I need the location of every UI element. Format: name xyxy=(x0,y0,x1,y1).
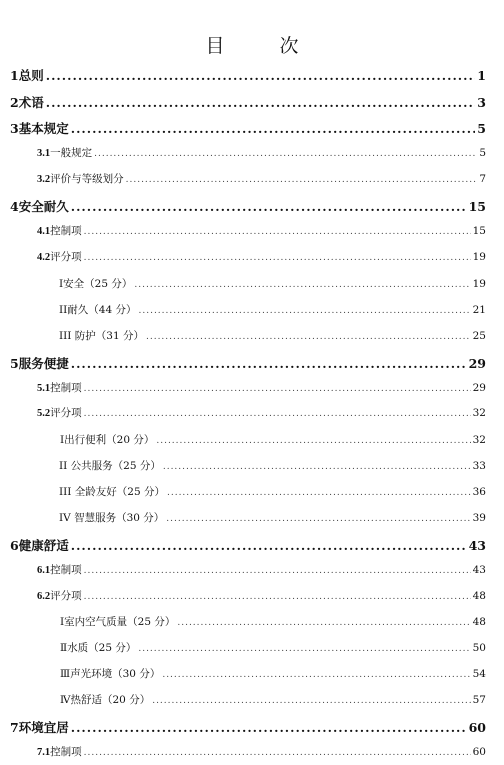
dot-leader xyxy=(84,590,471,602)
toc-entry-label: 一般规定 xyxy=(50,147,93,159)
toc-entry-page: 48 xyxy=(472,590,486,602)
dot-leader xyxy=(71,720,467,735)
toc-entry-level1[interactable] xyxy=(10,354,486,372)
toc-entry-page: 43 xyxy=(472,564,486,576)
toc-entry-page: 21 xyxy=(472,304,486,316)
toc-entry-number: 5 xyxy=(10,356,19,371)
toc-entry-label: 评分项 xyxy=(50,251,82,263)
toc-entry-label: 评分项 xyxy=(50,407,82,419)
toc-entry-label: 安全耐久 xyxy=(18,199,69,214)
toc-entry-page: 32 xyxy=(472,434,486,446)
toc-entry-label: 总则 xyxy=(18,68,44,83)
toc-entry-label: I安全（25 分） xyxy=(59,278,133,290)
toc-entry-label: Ⅱ水质（25 分） xyxy=(60,642,137,654)
dot-leader xyxy=(177,616,470,628)
toc-entry-label: Ⅲ声光环境（30 分） xyxy=(60,668,161,680)
toc-entry-page: 60 xyxy=(468,720,486,735)
toc-entry-page: 48 xyxy=(472,616,486,628)
dot-leader xyxy=(167,486,471,498)
toc-entry-page: 7 xyxy=(479,173,486,185)
dot-leader xyxy=(84,746,471,758)
dot-leader xyxy=(138,642,470,654)
toc-entry-page: 15 xyxy=(468,199,486,214)
toc-entry-number: 7 xyxy=(10,720,19,735)
toc-entry-level1[interactable] xyxy=(10,119,486,137)
toc-entry-page: 39 xyxy=(472,512,486,524)
toc-entry-level3[interactable] xyxy=(59,276,486,291)
dot-leader xyxy=(46,95,476,110)
toc-entry-page: 57 xyxy=(472,694,486,706)
toc-entry-page: 29 xyxy=(468,356,486,371)
dot-leader xyxy=(71,356,467,371)
dot-leader xyxy=(84,564,471,576)
toc-title: 目 次 xyxy=(205,35,317,57)
toc-entry-level2[interactable] xyxy=(37,405,486,420)
toc-entry-page: 36 xyxy=(472,486,486,498)
dot-leader xyxy=(71,121,476,136)
toc-entry-level3[interactable] xyxy=(59,302,486,317)
toc-entry-level3[interactable] xyxy=(59,510,486,525)
toc-entry-level2[interactable] xyxy=(37,145,486,160)
toc-entry-label: 服务便捷 xyxy=(18,356,69,371)
toc-entry-page: 5 xyxy=(477,121,486,136)
dot-leader xyxy=(126,173,478,185)
toc-entry-page: 33 xyxy=(472,460,486,472)
toc-entry-page: 3 xyxy=(477,95,486,110)
dot-leader xyxy=(146,330,471,342)
toc-entry-level1[interactable] xyxy=(10,718,486,736)
toc-entry-label: II耐久（44 分） xyxy=(59,304,137,316)
toc-entry-level3[interactable] xyxy=(60,640,486,655)
toc-entry-level1[interactable] xyxy=(10,197,486,215)
toc-entry-label: 控制项 xyxy=(50,564,82,576)
toc-entry-level3[interactable] xyxy=(59,484,486,499)
toc-entry-page: 29 xyxy=(472,382,486,394)
dot-leader xyxy=(166,512,470,524)
toc-entry-number: 1 xyxy=(10,68,19,83)
toc-entry-label: II 公共服务（25 分） xyxy=(59,460,161,472)
dot-leader xyxy=(84,382,471,394)
toc-entry-number: 3.1 xyxy=(37,148,51,159)
dot-leader xyxy=(46,68,476,83)
dot-leader xyxy=(71,538,467,553)
toc-entry-label: 评分项 xyxy=(50,590,82,602)
toc-entry-number: 4 xyxy=(10,199,19,214)
toc-entry-label: 术语 xyxy=(18,95,44,110)
dot-leader xyxy=(71,199,467,214)
toc-entry-level2[interactable] xyxy=(37,562,486,577)
toc-entry-page: 1 xyxy=(477,68,486,83)
toc-entry-number: 6 xyxy=(10,538,19,553)
toc-entry-level3[interactable] xyxy=(60,614,486,629)
toc-entry-level2[interactable] xyxy=(37,171,486,186)
toc-entry-label: Ⅰ室内空气质量（25 分） xyxy=(60,616,176,628)
toc-entry-level3[interactable] xyxy=(59,328,486,343)
toc-entry-number: 6.2 xyxy=(37,591,51,602)
toc-entry-label: 控制项 xyxy=(50,746,82,758)
dot-leader xyxy=(84,225,471,237)
dot-leader xyxy=(84,251,471,263)
toc-entry-level2[interactable] xyxy=(37,588,486,603)
toc-entry-label: 控制项 xyxy=(50,382,82,394)
toc-entry-number: 3.2 xyxy=(37,174,51,185)
toc-entry-page: 50 xyxy=(472,642,486,654)
toc-entry-level2[interactable] xyxy=(37,223,486,238)
dot-leader xyxy=(139,304,471,316)
toc-entry-page: 32 xyxy=(472,407,486,419)
toc-entry-label: III 全龄友好（25 分） xyxy=(59,486,165,498)
toc-entry-level1[interactable] xyxy=(10,66,486,84)
toc-entry-label: 基本规定 xyxy=(18,121,69,136)
toc-entry-number: 5.2 xyxy=(37,408,51,419)
toc-entry-page: 19 xyxy=(472,278,486,290)
toc-entry-label: III 防护（31 分） xyxy=(59,330,144,342)
toc-entry-page: 15 xyxy=(472,225,486,237)
toc-entry-level3[interactable] xyxy=(60,666,486,681)
dot-leader xyxy=(162,668,470,680)
toc-entry-level2[interactable] xyxy=(37,744,486,759)
toc-entry-level2[interactable] xyxy=(37,380,486,395)
toc-entry-number: 3 xyxy=(10,121,19,136)
toc-entry-page: 25 xyxy=(472,330,486,342)
toc-entry-label: IV 智慧服务（30 分） xyxy=(59,512,165,524)
toc-entry-number: 7.1 xyxy=(37,747,51,758)
toc-entry-number: 2 xyxy=(10,95,19,110)
toc-entry-page: 54 xyxy=(472,668,486,680)
toc-entry-number: 6.1 xyxy=(37,565,51,576)
toc-entry-label: 环境宜居 xyxy=(18,720,69,735)
toc-entry-page: 5 xyxy=(479,147,486,159)
dot-leader xyxy=(134,278,470,290)
toc-entry-page: 19 xyxy=(472,251,486,263)
toc-entry-label: 评价与等级划分 xyxy=(50,173,124,185)
toc-entry-label: Ⅰ出行便利（20 分） xyxy=(60,434,155,446)
dot-leader xyxy=(152,694,470,706)
toc-entry-level2[interactable] xyxy=(37,249,486,264)
toc-entry-label: 健康舒适 xyxy=(18,538,69,553)
toc-entry-level3[interactable] xyxy=(59,458,486,473)
toc-entry-number: 4.2 xyxy=(37,252,51,263)
toc-entry-label: Ⅳ热舒适（20 分） xyxy=(60,694,151,706)
toc-entry-page: 43 xyxy=(468,538,486,553)
toc-entry-level1[interactable] xyxy=(10,93,486,111)
toc-entry-level3[interactable] xyxy=(60,692,486,707)
dot-leader xyxy=(156,434,470,446)
toc-entry-page: 60 xyxy=(472,746,486,758)
toc-entry-number: 4.1 xyxy=(37,226,51,237)
toc-entry-level1[interactable] xyxy=(10,536,486,554)
toc-entry-label: 控制项 xyxy=(50,225,82,237)
toc-entry-level3[interactable] xyxy=(60,432,486,447)
dot-leader xyxy=(84,407,471,419)
toc-entry-number: 5.1 xyxy=(37,383,51,394)
dot-leader xyxy=(94,147,477,159)
dot-leader xyxy=(163,460,471,472)
